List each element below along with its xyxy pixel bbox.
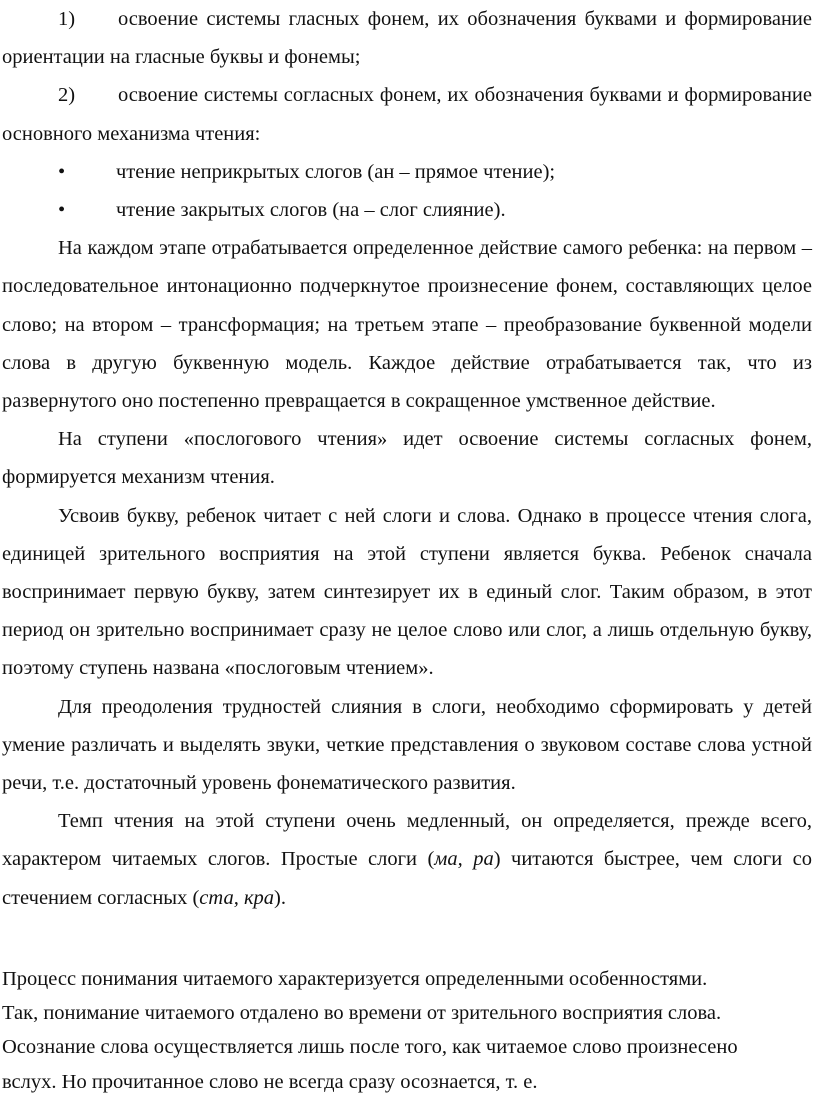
list-item-1	[2, 0, 812, 76]
paragraph-letter-perception: Усвоив букву, ребенок читает с ней слоги и слова. Однако в процессе чтения слога, единицей зрительного восприятия на этой ступени является буква. Ребенок сначала воспринимает первую букву, затем синтезирует их в единый слог. Таким образом, в этот период он зрительно воспринимает сразу не целое слово или слог, а лишь отдельную букву, поэтому ступень названа «послоговым чтением».	[2, 504, 812, 680]
tempo-text-2: ) читаются быстрее, чем слоги со стечением согласных (	[2, 848, 812, 909]
paragraph-overcoming-difficulties: Для преодоления трудностей слияния в слоги, необходимо сформировать у детей умение различать и выделять звуки, четкие представления о звуковом составе слова устной речи, т.е. достаточный уровень фонематического развития.	[2, 695, 812, 795]
bullet-icon: •	[58, 199, 66, 222]
paragraph-syllabic-reading: На ступени «послогового чтения» идет освоение системы согласных фонем, формируется механизм чтения.	[2, 428, 812, 489]
bullet-item-1	[2, 153, 812, 191]
list-item-2-text: освоение системы согласных фонем, их обозначения буквами и формирование основного механизма чтения:	[2, 84, 812, 145]
tempo-example-simple: ма, ра	[434, 848, 494, 871]
bullet-icon: •	[58, 160, 66, 183]
list-marker-1: 1)	[58, 8, 76, 30]
list-marker-2: 2)	[58, 84, 76, 107]
tail-line-4: вслух. Но прочитанное слово не всегда сразу осознается, т. е.	[2, 1070, 538, 1093]
bullet-item-2-text: чтение закрытых слогов (на – слог слияние).	[116, 199, 506, 222]
bullet-item-1-text: чтение неприкрытых слогов (ан – прямое чтение);	[116, 160, 556, 183]
tail-line-2: Так, понимание читаемого отдалено во времени от зрительного восприятия слова.	[2, 1002, 722, 1025]
paragraph-reading-tempo	[2, 802, 812, 917]
list-item-1-text: освоение системы гласных фонем, их обозначения буквами и формирование ориентации на гласные буквы и фонемы;	[2, 8, 812, 69]
tempo-text-1: Темп чтения на этой ступени очень медленный, он определяется, прежде всего, характером читаемых слогов. Простые слоги (	[2, 810, 812, 871]
tail-line-3: Осознание слова осуществляется лишь после того, как читаемое слово произнесено	[2, 1036, 738, 1059]
main-text	[2, 0, 812, 917]
comprehension-paragraph	[2, 962, 810, 1099]
list-item-2	[2, 76, 812, 152]
tempo-text-3: ).	[274, 886, 286, 909]
tail-line-1: Процесс понимания читаемого характеризуется определенными особенностями.	[2, 968, 708, 990]
paragraph-stages: На каждом этапе отрабатывается определенное действие самого ребенка: на первом – последовательное интонационно подчеркнутое произнесение фонем, составляющих целое слово; на втором – трансформация; на третьем этапе – преобразование буквенной модели слова в другую буквенную модель. Каждое действие отрабатывается так, что из развернутого оно постепенно превращается в сокращенное умственное действие.	[2, 237, 812, 413]
tempo-example-clusters: ста, кра	[199, 886, 275, 909]
bullet-item-2	[2, 191, 812, 229]
